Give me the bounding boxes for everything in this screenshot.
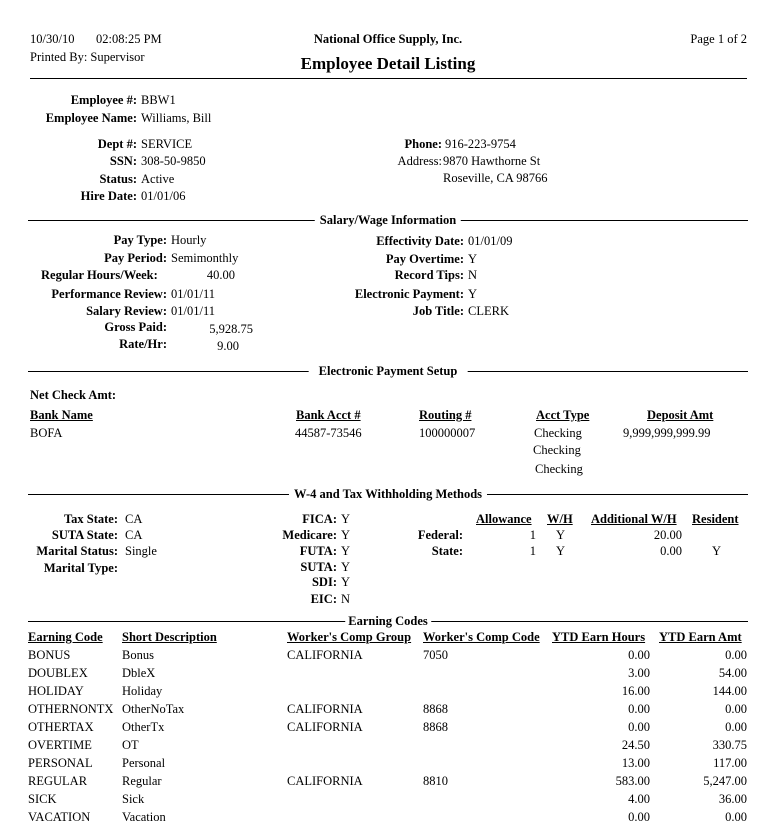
workers-comp-group-cell: CALIFORNIA <box>287 648 363 662</box>
earning-code-cell: OTHERTAX <box>28 720 94 734</box>
pay-type: Hourly <box>171 233 207 247</box>
suta: Y <box>341 560 351 574</box>
earnings-section-title: Earning Codes <box>345 614 431 628</box>
employee-name: Williams, Bill <box>141 111 212 125</box>
ytd-earn-hours-cell: 0.00 <box>628 810 650 824</box>
state-additional-wh: 0.00 <box>660 544 682 558</box>
state-allowance: 1 <box>529 544 536 558</box>
routing-number: 100000007 <box>419 426 476 440</box>
workers-comp-code-header: Worker's Comp Code <box>423 630 540 644</box>
status-label: Status: <box>99 172 137 186</box>
salary-section-title: Salary/Wage Information <box>315 213 461 227</box>
ytd-earn-amt-cell: 0.00 <box>725 648 747 662</box>
salary-review-label: Salary Review: <box>86 304 167 318</box>
state-wh: Y <box>556 544 566 558</box>
ytd-earn-amt-cell: 0.00 <box>725 702 747 716</box>
acct-type: Checking <box>535 462 583 476</box>
suta-label: SUTA: <box>300 560 337 574</box>
pay-overtime-label: Pay Overtime: <box>385 252 464 266</box>
effectivity-date-label: Effectivity Date: <box>376 234 464 248</box>
pay-type-label: Pay Type: <box>113 233 167 247</box>
short-description-cell: OtherNoTax <box>122 702 185 716</box>
suta-state: CA <box>125 528 143 542</box>
medicare: Y <box>341 528 351 542</box>
employee-number: BBW1 <box>141 93 176 107</box>
performance-review-label: Performance Review: <box>51 287 167 301</box>
dept-label: Dept #: <box>97 137 137 151</box>
dept: SERVICE <box>141 137 193 151</box>
ssn-label: SSN: <box>109 154 137 168</box>
eic: N <box>341 592 351 606</box>
ytd-earn-amt-cell: 0.00 <box>725 810 747 824</box>
federal-label: Federal: <box>417 528 463 542</box>
resident-header: Resident <box>692 512 739 526</box>
hire-date: 01/01/06 <box>141 189 186 203</box>
epay-section-header <box>28 364 748 378</box>
short-description-cell: Sick <box>122 792 145 806</box>
earning-code-cell: OTHERNONTX <box>28 702 114 716</box>
record-tips-label: Record Tips: <box>394 268 464 282</box>
pay-overtime: Y <box>468 252 478 266</box>
ytd-earn-hours-cell: 583.00 <box>615 774 650 788</box>
header-divider <box>30 78 747 79</box>
company-name: National Office Supply, Inc. <box>313 32 463 46</box>
rate-label: Rate/Hr: <box>119 337 167 351</box>
printed-by: Printed By: Supervisor <box>30 50 145 64</box>
bank-acct: 44587-73546 <box>295 426 362 440</box>
ytd-earn-hours-cell: 4.00 <box>628 792 650 806</box>
bank-name: BOFA <box>30 426 63 440</box>
address-label: Address: <box>397 154 442 168</box>
workers-comp-code-cell: 7050 <box>423 648 448 662</box>
acct-type-header: Acct Type <box>536 408 590 422</box>
fica: Y <box>341 512 351 526</box>
earning-code-cell: PERSONAL <box>28 756 93 770</box>
workers-comp-group-header: Worker's Comp Group <box>287 630 412 644</box>
short-description-cell: OtherTx <box>122 720 165 734</box>
address-line-1: 9870 Hawthorne St <box>443 154 541 168</box>
ytd-earn-hours-cell: 0.00 <box>628 702 650 716</box>
ytd-earn-amt-cell: 0.00 <box>725 720 747 734</box>
ytd-earn-amt-cell: 36.00 <box>718 792 747 806</box>
short-description-cell: Holiday <box>122 684 163 698</box>
ytd-earn-hours-cell: 0.00 <box>628 720 650 734</box>
bank-name-header: Bank Name <box>30 408 93 422</box>
regular-hours-label: Regular Hours/Week: <box>41 268 158 282</box>
futa: Y <box>341 544 351 558</box>
employee-number-label: Employee #: <box>70 93 137 107</box>
earnings-section-header <box>28 614 748 628</box>
marital-type-label: Marital Type: <box>43 561 118 575</box>
deposit-amt-header: Deposit Amt <box>647 408 714 422</box>
ytd-earn-amt-cell: 54.00 <box>718 666 747 680</box>
ytd-earn-amt-cell: 117.00 <box>713 756 747 770</box>
gross-paid: 5,928.75 <box>209 322 253 336</box>
additional-wh-header: Additional W/H <box>591 512 677 526</box>
short-description-cell: OT <box>122 738 139 752</box>
marital-status: Single <box>125 544 157 558</box>
tax-state-label: Tax State: <box>63 512 118 526</box>
short-description-cell: DbleX <box>122 666 156 680</box>
epay-section-title: Electronic Payment Setup <box>309 364 468 378</box>
short-description-cell: Personal <box>122 756 166 770</box>
pay-period-label: Pay Period: <box>104 251 167 265</box>
fica-label: FICA: <box>302 512 337 526</box>
acct-type: Checking <box>533 443 581 457</box>
earning-code-cell: DOUBLEX <box>28 666 88 680</box>
earning-code-header: Earning Code <box>28 630 103 644</box>
effectivity-date: 01/01/09 <box>468 234 513 248</box>
ytd-earn-hours-cell: 3.00 <box>628 666 650 680</box>
earning-code-cell: SICK <box>28 792 57 806</box>
regular-hours: 40.00 <box>206 268 235 282</box>
employee-name-label: Employee Name: <box>45 111 137 125</box>
phone: 916-223-9754 <box>445 137 516 151</box>
w4-section-header <box>28 487 748 501</box>
sdi-label: SDI: <box>311 575 337 589</box>
salary-section-header <box>28 213 748 227</box>
ytd-earn-hours-cell: 16.00 <box>621 684 650 698</box>
ytd-earn-amt-cell: 144.00 <box>712 684 747 698</box>
salary-review: 01/01/11 <box>171 304 215 318</box>
federal-additional-wh: 20.00 <box>653 528 682 542</box>
earning-code-cell: OVERTIME <box>28 738 92 752</box>
w4-section-title: W-4 and Tax Withholding Methods <box>289 487 487 501</box>
workers-comp-group-cell: CALIFORNIA <box>287 774 363 788</box>
ytd-earn-amt-cell: 5,247.00 <box>703 774 747 788</box>
acct-type: Checking <box>534 426 582 440</box>
medicare-label: Medicare: <box>282 528 337 542</box>
pay-period: Semimonthly <box>171 251 239 265</box>
performance-review: 01/01/11 <box>171 287 215 301</box>
bank-acct-header: Bank Acct # <box>296 408 361 422</box>
state-label: State: <box>431 544 463 558</box>
sdi: Y <box>341 575 351 589</box>
workers-comp-code-cell: 8868 <box>423 720 448 734</box>
rate: 9.00 <box>217 339 239 353</box>
record-tips: N <box>468 268 478 282</box>
earning-code-cell: HOLIDAY <box>28 684 84 698</box>
workers-comp-code-cell: 8868 <box>423 702 448 716</box>
status: Active <box>141 172 175 186</box>
federal-wh: Y <box>556 528 566 542</box>
print-date: 10/30/10 <box>30 32 75 46</box>
short-description-header: Short Description <box>122 630 217 644</box>
address-line-2: Roseville, CA 98766 <box>443 171 548 185</box>
report-title: Employee Detail Listing <box>300 54 476 73</box>
earning-code-cell: VACATION <box>28 810 91 824</box>
deposit-amt: 9,999,999,999.99 <box>623 426 711 440</box>
workers-comp-code-cell: 8810 <box>423 774 448 788</box>
ytd-earn-amt-header: YTD Earn Amt <box>659 630 742 644</box>
federal-allowance: 1 <box>529 528 536 542</box>
electronic-payment-label: Electronic Payment: <box>354 287 464 301</box>
gross-paid-label: Gross Paid: <box>104 320 167 334</box>
ytd-earn-hours-cell: 13.00 <box>621 756 650 770</box>
electronic-payment: Y <box>468 287 478 301</box>
workers-comp-group-cell: CALIFORNIA <box>287 702 363 716</box>
allowance-header: Allowance <box>476 512 532 526</box>
job-title-label: Job Title: <box>412 304 464 318</box>
hire-date-label: Hire Date: <box>80 189 137 203</box>
routing-header: Routing # <box>419 408 472 422</box>
eic-label: EIC: <box>310 592 337 606</box>
ytd-earn-amt-cell: 330.75 <box>712 738 747 752</box>
short-description-cell: Regular <box>122 774 162 788</box>
short-description-cell: Bonus <box>122 648 154 662</box>
tax-state: CA <box>125 512 143 526</box>
marital-status-label: Marital Status: <box>36 544 118 558</box>
job-title: CLERK <box>468 304 509 318</box>
workers-comp-group-cell: CALIFORNIA <box>287 720 363 734</box>
page-number: Page 1 of 2 <box>690 32 747 46</box>
ytd-earn-hours-cell: 0.00 <box>628 648 650 662</box>
futa-label: FUTA: <box>299 544 337 558</box>
print-time: 02:08:25 PM <box>96 32 162 46</box>
phone-label: Phone: <box>404 137 442 151</box>
ytd-earn-hours-cell: 24.50 <box>621 738 650 752</box>
earning-code-cell: BONUS <box>28 648 71 662</box>
ssn: 308-50-9850 <box>141 154 206 168</box>
ytd-earn-hours-header: YTD Earn Hours <box>552 630 646 644</box>
suta-state-label: SUTA State: <box>51 528 118 542</box>
short-description-cell: Vacation <box>122 810 166 824</box>
state-resident: Y <box>712 544 722 558</box>
net-check-label: Net Check Amt: <box>30 388 117 402</box>
wh-header: W/H <box>547 512 573 526</box>
earning-code-cell: REGULAR <box>28 774 88 788</box>
